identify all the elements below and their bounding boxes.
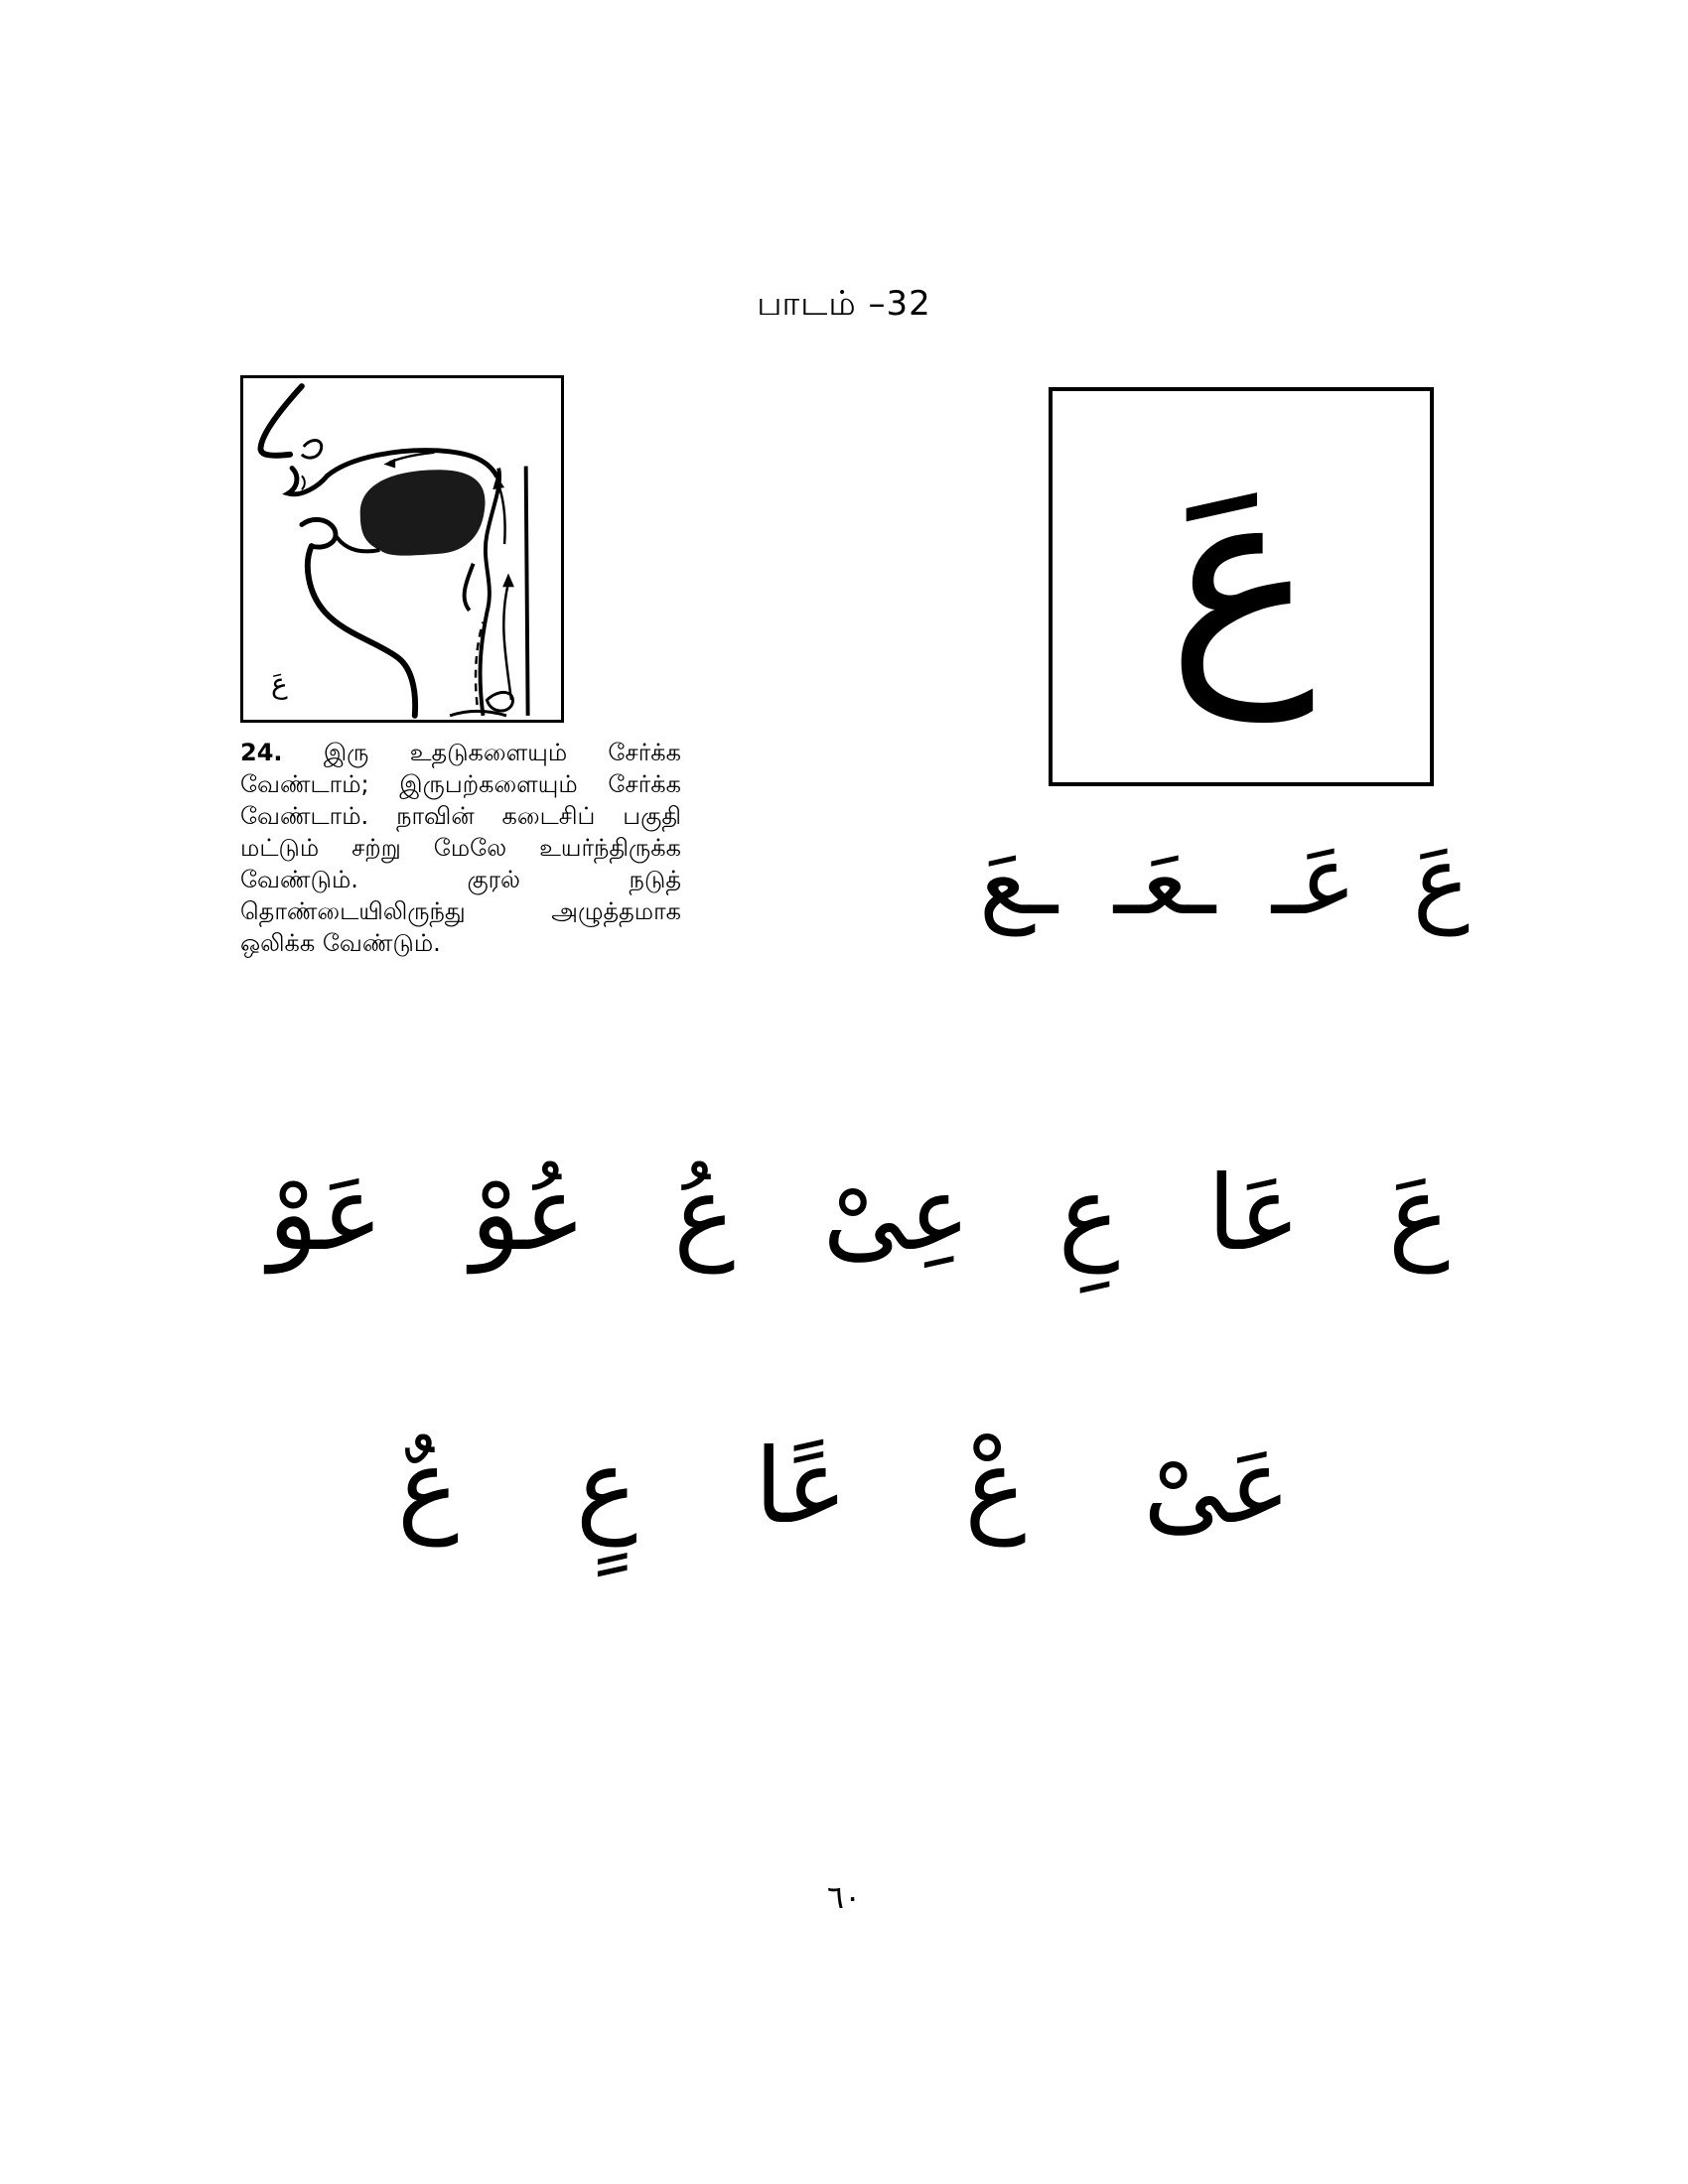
instruction-text: இரு உதடுகளையும் சேர்க்க வேண்டாம்; இருபற்களையும் சேர்க்க வேண்டாம். நாவின் கடைசிப் பகுதி மட்டும் சற்று மேலே உயர்ந்திருக்க வேண்டும். குரல் நடுத் தொண்டையிலிருந்து அழுத்தமாக ஒலிக்க வேண்டும். xyxy=(240,739,681,957)
practice-syllable: عِ xyxy=(1057,1153,1120,1274)
practice-syllable: عٌ xyxy=(397,1426,460,1547)
articulation-diagram xyxy=(240,375,564,723)
main-letter: عَ xyxy=(1167,432,1316,721)
diagram-letter-label: عَ xyxy=(271,667,288,700)
letter-forms-row xyxy=(953,824,1470,938)
letter-form-initial: عَـ xyxy=(1271,825,1357,936)
practice-syllable: عَا xyxy=(1206,1153,1301,1274)
page-number: ٦٠ xyxy=(826,1878,862,1916)
pronunciation-instruction xyxy=(240,737,681,959)
main-letter-box xyxy=(1049,387,1434,786)
practice-syllable: عَ xyxy=(1387,1153,1450,1274)
practice-syllable: عٍ xyxy=(575,1426,637,1547)
letter-form-final: ـعَ xyxy=(978,825,1058,936)
letter-form-medial: ـعَـ xyxy=(1113,825,1216,936)
practice-syllable: عًا xyxy=(754,1426,848,1547)
practice-row-2 xyxy=(397,1425,1291,1549)
mouth-throat-illustration xyxy=(243,378,561,720)
practice-syllable: عَیْ xyxy=(1143,1426,1291,1547)
lesson-title: பாடம் –32 xyxy=(757,284,931,324)
practice-syllable: عُ xyxy=(673,1153,736,1274)
practice-syllable: عِیْ xyxy=(822,1153,971,1274)
practice-row-1 xyxy=(268,1152,1450,1276)
letter-form-isolated: عَ xyxy=(1412,825,1470,936)
instruction-number: 24. xyxy=(240,739,283,766)
practice-syllable: عُوْ xyxy=(471,1153,586,1274)
practice-syllable: عْ xyxy=(964,1426,1027,1547)
practice-syllable: عَوْ xyxy=(268,1153,383,1274)
